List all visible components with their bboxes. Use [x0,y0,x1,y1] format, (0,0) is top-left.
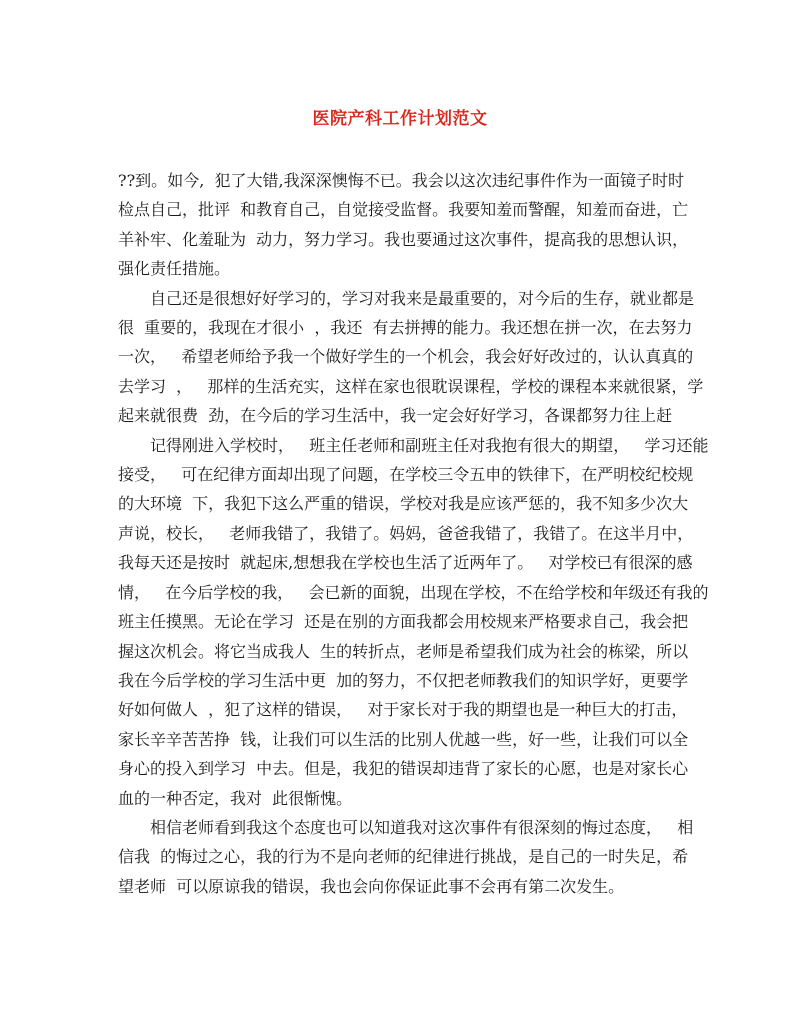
text-line: 握这次机会。将它当成我人 生的转折点，老师是希望我们成为社会的栋梁，所以 [118,641,689,661]
paragraph [118,166,689,284]
text-line: 很 重要的，我现在才很小 ，我还 有去拼搏的能力。我还想在拼一次，在去努力 [118,318,693,338]
text-line: 接受， 可在纪律方面却出现了问题，在学校三令五申的铁律下，在严明校纪校规 [118,465,694,485]
text-line: 去学习 ， 那样的生活充实，这样在家也很耽误课程，学校的课程本来就很紧，学 [118,376,704,396]
text-line: 检点自己，批评 和教育自己，自觉接受监督。我要知羞而警醒，知羞而奋进，亡 [118,200,689,220]
text-line: 相信老师看到我这个态度也可以知道我对这次事件有很深刻的悔过态度， 相 [150,817,694,837]
text-line: 情， 在今后学校的我， 会已新的面貌，出现在学校，不在给学校和年级还有我的 [118,582,709,602]
text-line: 强化责任措施。 [118,259,231,279]
text-line: 声说，校长， 老师我错了，我错了。妈妈，爸爸我错了，我错了。在这半月中， [118,523,694,543]
text-line: 起来就很费 劲，在今后的学习生活中，我一定会好好学习，各课都努力往上赶 [118,406,673,426]
text-line: 的大环境 下，我犯下这么严重的错误，学校对我是应该严惩的，我不知多少次大 [118,494,689,514]
text-line: 班主任摸黑。无论在学习 还是在别的方面我都会用校规来严格要求自己，我会把 [118,612,689,632]
text-line: 自己还是很想好好学习的，学习对我来是最重要的，对今后的生存，就业都是 [150,288,695,308]
text-line: 家长辛辛苦苦挣 钱，让我们可以生活的比别人优越一些，好一些，让我们可以全 [118,729,689,749]
text-line: 一次， 希望老师给予我一个做好学生的一个机会，我会好好改过的，认认真真的 [118,347,694,367]
text-line: 望老师 可以原谅我的错误，我也会向你保证此事不会再有第二次发生。 [118,876,625,896]
text-line: ??到。如今, 犯了大错,我深深懊悔不已。我会以这次违纪事件作为一面镜子时时 [118,171,684,190]
document-title: 医院产科工作计划范文 [312,109,488,129]
paragraph [118,813,694,901]
text-line: 我每天还是按时 就起床,想想我在学校也生活了近两年了。 对学校已有很深的感 [118,553,693,573]
paragraph [118,431,709,813]
text-line: 记得刚进入学校时， 班主任老师和副班主任对我抱有很大的期望， 学习还能 [150,435,709,455]
text-line: 信我 的悔过之心，我的行为不是向老师的纪律进行挑战，是自己的一时失足，希 [118,847,689,867]
text-line: 我在今后学校的学习生活中更 加的努力，不仅把老师教我们的知识学好，更要学 [118,670,689,690]
text-line: 身心的投入到学习 中去。但是，我犯的错误却违背了家长的心愿，也是对家长心 [118,759,689,779]
text-line: 血的一种否定，我对 此很惭愧。 [118,788,353,808]
text-line: 好如何做人 ，犯了这样的错误， 对于家长对于我的期望也是一种巨大的打击， [118,700,688,720]
text-line: 羊补牢、化羞耻为 动力，努力学习。我也要通过这次事件，提高我的思想认识， [118,229,689,249]
paragraph [118,284,704,431]
document-body [118,166,709,901]
